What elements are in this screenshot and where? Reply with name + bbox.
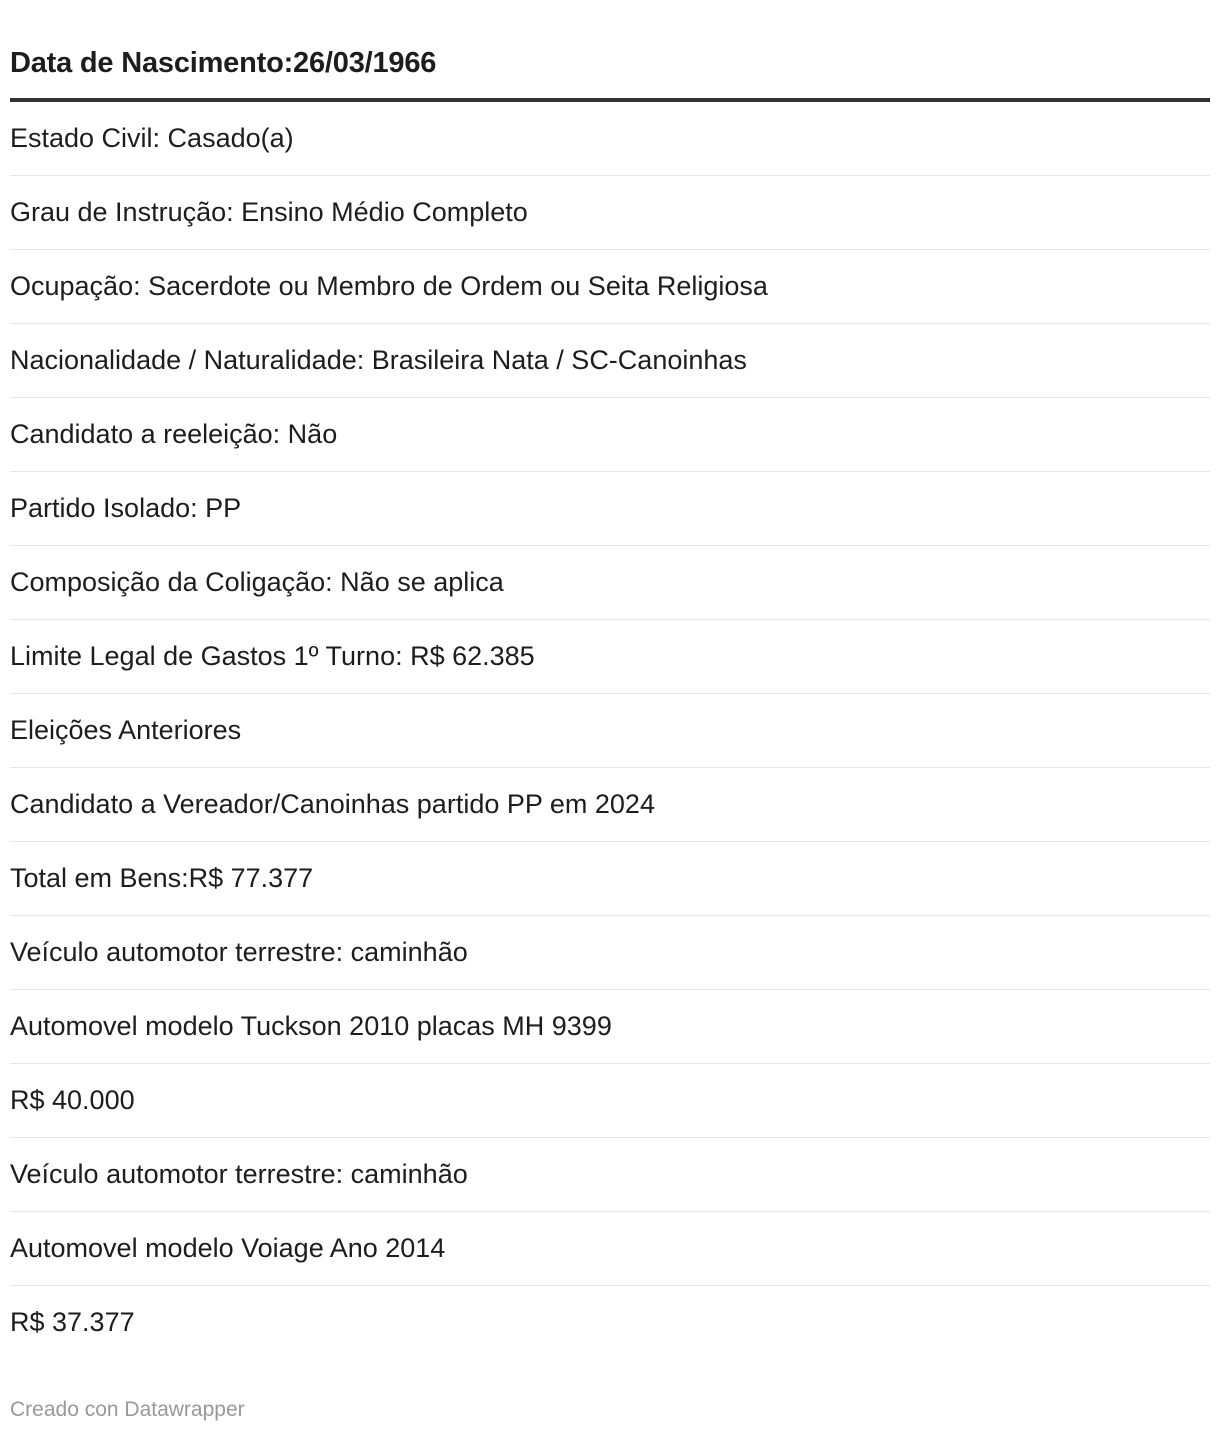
table-cell: Candidato a Vereador/Canoinhas partido PP em 2024	[10, 789, 655, 819]
table-row	[10, 768, 1210, 842]
table-row	[10, 324, 1210, 398]
table-cell: Composição da Coligação: Não se aplica	[10, 567, 504, 597]
data-table	[10, 0, 1210, 1359]
table-row	[10, 1138, 1210, 1212]
table-row	[10, 472, 1210, 546]
table-cell: Automovel modelo Voiage Ano 2014	[10, 1233, 446, 1263]
table-cell: Grau de Instrução: Ensino Médio Completo	[10, 197, 528, 227]
table-row	[10, 620, 1210, 694]
table-row	[10, 250, 1210, 324]
table-cell: R$ 40.000	[10, 1085, 135, 1115]
table-cell: Nacionalidade / Naturalidade: Brasileira Nata / SC-Canoinhas	[10, 345, 747, 375]
table-row	[10, 1212, 1210, 1286]
table-cell: Ocupação: Sacerdote ou Membro de Ordem ou Seita Religiosa	[10, 271, 768, 301]
table-cell: Automovel modelo Tuckson 2010 placas MH 9399	[10, 1011, 612, 1041]
table-cell: Veículo automotor terrestre: caminhão	[10, 1159, 468, 1189]
table-row	[10, 398, 1210, 472]
table-row	[10, 1286, 1210, 1359]
table-row	[10, 694, 1210, 768]
table-cell: R$ 37.377	[10, 1307, 135, 1337]
table-row	[10, 102, 1210, 176]
table-cell: Veículo automotor terrestre: caminhão	[10, 937, 468, 967]
datawrapper-credit[interactable]: Creado con Datawrapper	[10, 1398, 245, 1421]
table-row	[10, 1064, 1210, 1138]
table-row	[10, 990, 1210, 1064]
table-body	[10, 102, 1210, 1359]
table-row	[10, 176, 1210, 250]
table-cell: Eleições Anteriores	[10, 715, 242, 745]
table-row	[10, 842, 1210, 916]
table-header	[10, 0, 1210, 102]
table-header-label: Data de Nascimento:26/03/1966	[10, 47, 437, 79]
table-row	[10, 916, 1210, 990]
table-cell: Partido Isolado: PP	[10, 493, 242, 523]
table-cell: Total em Bens:R$ 77.377	[10, 863, 314, 893]
table-row	[10, 546, 1210, 620]
table-cell: Candidato a reeleição: Não	[10, 419, 338, 449]
table-cell: Estado Civil: Casado(a)	[10, 123, 294, 153]
table-cell: Limite Legal de Gastos 1º Turno: R$ 62.385	[10, 641, 535, 671]
